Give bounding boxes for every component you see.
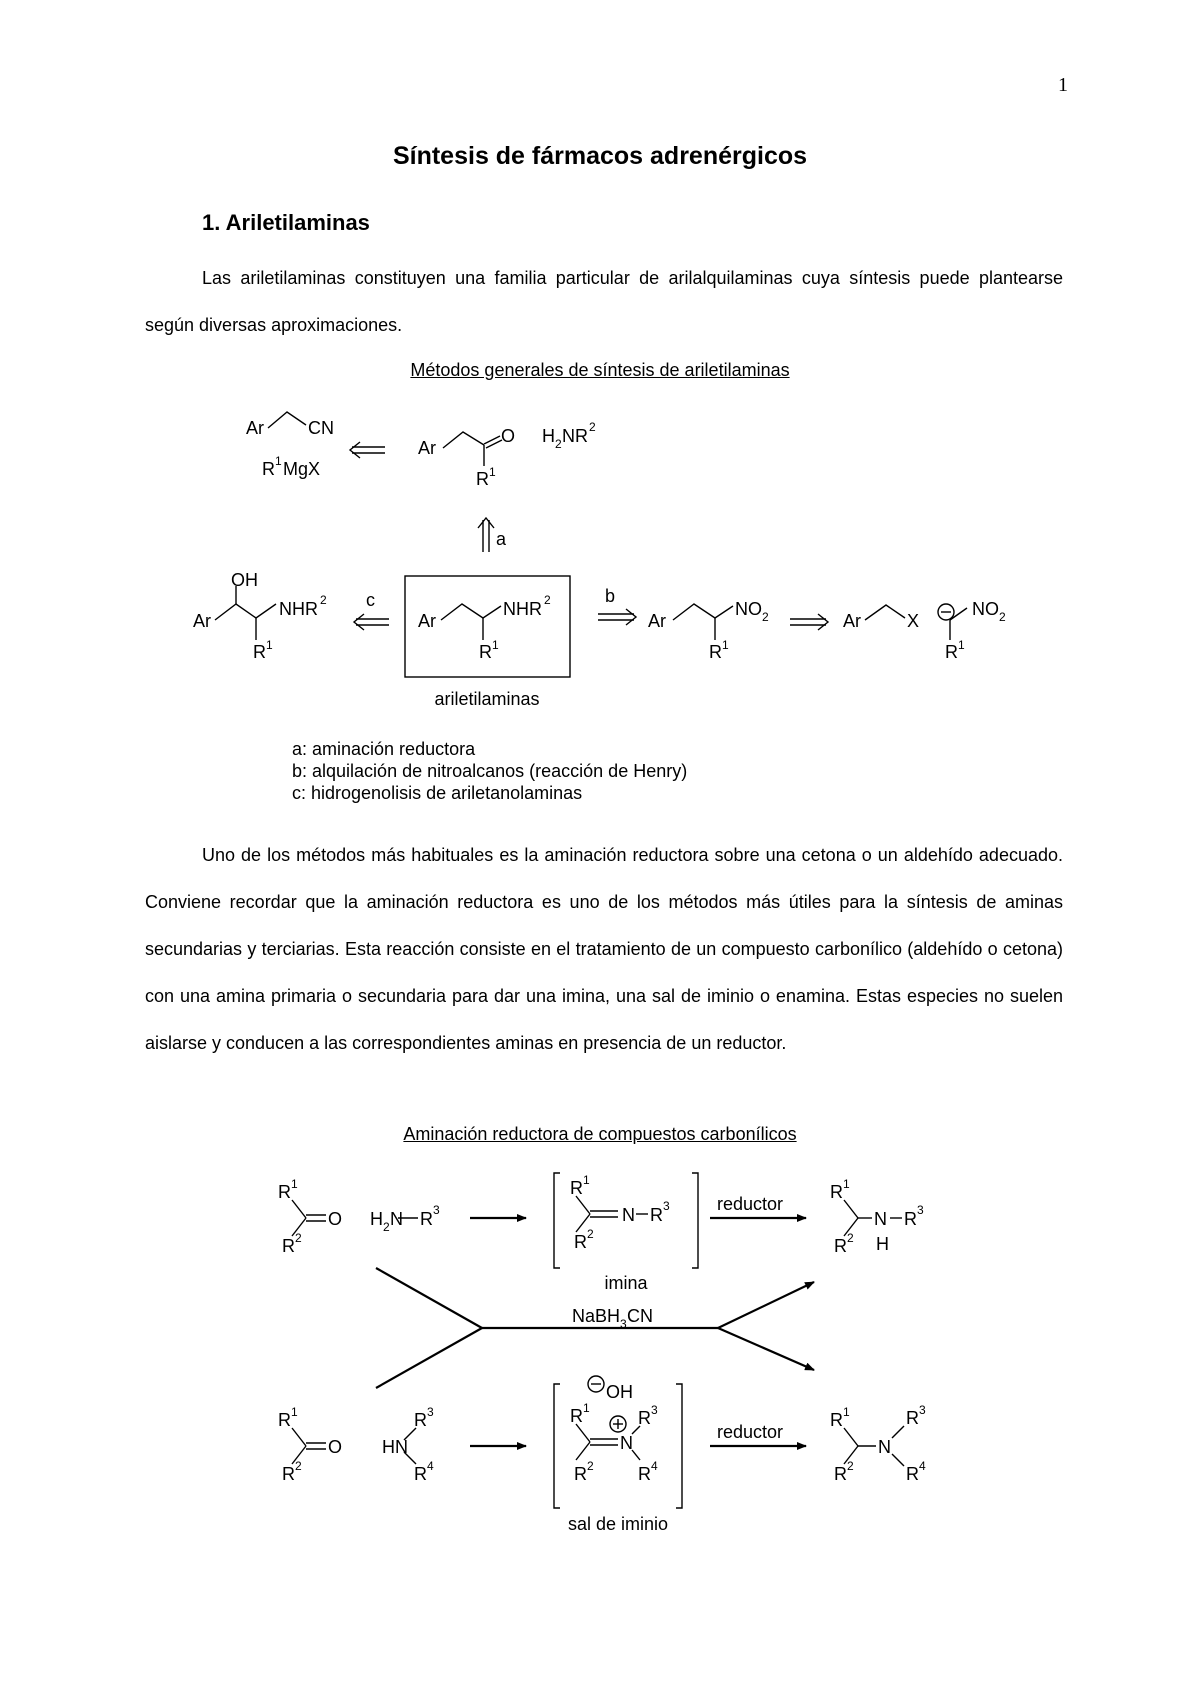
reductive-amination-scheme [0, 1160, 1200, 1540]
svg-text:R: R [420, 1209, 433, 1229]
svg-text:O: O [328, 1437, 343, 1457]
svg-text:1: 1 [583, 1173, 590, 1187]
svg-text:Ar: Ar [418, 438, 436, 458]
svg-text:H: H [370, 1209, 383, 1229]
svg-text:NO: NO [972, 599, 999, 619]
svg-text:3: 3 [620, 1317, 627, 1331]
svg-text:CN: CN [627, 1306, 653, 1326]
svg-text:2: 2 [544, 593, 551, 607]
route-b-letter: b [605, 586, 616, 606]
reductive-amination-paragraph-text: Uno de los métodos más habituales es la aminación reductora sobre una cetona o un aldehído adecuado. Conviene recordar que la aminación reductora es uno de los métodos más útiles para la síntesis de aminas secundarias y terciarias. Esta reacción consiste en el tratamiento de un compuesto carbonílico (aldehído o cetona) con una amina primaria o secundaria para dar una imina, una sal de iminio o enamina. Estas especies no suelen aislarse y conducen a las correspondientes aminas en presencia de un reductor. [145, 845, 1063, 1053]
route-c-letter: c [366, 590, 375, 610]
svg-text:R: R [278, 1410, 291, 1430]
svg-text:3: 3 [663, 1199, 670, 1213]
reducer-label-bottom: reductor [717, 1422, 784, 1442]
svg-text:1: 1 [583, 1401, 590, 1415]
svg-text:R: R [479, 642, 492, 662]
svg-text:R: R [574, 1232, 587, 1252]
svg-text:CN: CN [308, 418, 334, 438]
iminium-label: sal de iminio [567, 1514, 669, 1534]
section-heading: 1. Ariletilaminas [202, 210, 370, 235]
svg-text:2: 2 [847, 1459, 854, 1473]
svg-text:HN: HN [382, 1437, 408, 1457]
svg-text:1: 1 [266, 638, 273, 652]
svg-text:R: R [570, 1178, 583, 1198]
svg-text:MgX: MgX [283, 459, 321, 479]
svg-text:3: 3 [651, 1403, 658, 1417]
svg-text:NHR: NHR [279, 599, 318, 619]
svg-text:3: 3 [919, 1403, 926, 1417]
svg-text:4: 4 [919, 1459, 926, 1473]
svg-text:N: N [874, 1209, 887, 1229]
svg-text:NHR: NHR [503, 599, 542, 619]
svg-text:2: 2 [383, 1220, 390, 1234]
scheme2-caption: Aminación reductora de compuestos carbonílicos [403, 1124, 797, 1144]
svg-text:OH: OH [606, 1382, 633, 1402]
svg-text:3: 3 [433, 1203, 440, 1217]
svg-text:Ar: Ar [843, 611, 861, 631]
legend-item-c: c: hidrogenolisis de ariletanolaminas [292, 783, 583, 803]
svg-text:R: R [650, 1205, 663, 1225]
svg-text:R: R [906, 1464, 919, 1484]
boxed-compound-label: ariletilaminas [434, 689, 540, 709]
svg-text:Ar: Ar [193, 611, 211, 631]
svg-text:2: 2 [587, 1227, 594, 1241]
route-a-letter: a [496, 529, 507, 549]
svg-text:R: R [574, 1464, 587, 1484]
svg-text:Ar: Ar [418, 611, 436, 631]
svg-text:R: R [904, 1209, 917, 1229]
svg-text:2: 2 [555, 437, 562, 451]
intro-paragraph [145, 255, 1063, 349]
svg-text:R: R [709, 642, 722, 662]
svg-text:1: 1 [291, 1405, 298, 1419]
svg-text:R: R [476, 469, 489, 489]
svg-text:R: R [570, 1406, 583, 1426]
imine-label: imina [604, 1273, 648, 1293]
svg-text:R: R [638, 1408, 651, 1428]
legend-item-b: b: alquilación de nitroalcanos (reacción de Henry) [292, 761, 688, 781]
svg-text:H: H [542, 426, 555, 446]
page-title: Síntesis de fármacos adrenérgicos [392, 142, 808, 170]
svg-text:O: O [501, 426, 516, 446]
svg-text:N: N [622, 1205, 635, 1225]
svg-text:R: R [830, 1182, 843, 1202]
reductive-amination-paragraph [145, 832, 1063, 1067]
svg-text:N: N [620, 1433, 633, 1453]
svg-text:R: R [278, 1182, 291, 1202]
svg-text:O: O [328, 1209, 343, 1229]
svg-text:2: 2 [295, 1459, 302, 1473]
svg-text:R: R [414, 1410, 427, 1430]
svg-text:3: 3 [427, 1405, 434, 1419]
intro-paragraph-text: Las ariletilaminas constituyen una familia particular de arilalquilaminas cuya síntesis puede plantearse según diversas aproximaciones. [145, 268, 1063, 335]
svg-text:NR: NR [562, 426, 588, 446]
svg-text:N: N [878, 1437, 891, 1457]
legend-item-a: a: aminación reductora [292, 739, 476, 759]
route-legend [292, 738, 687, 804]
svg-text:1: 1 [489, 465, 496, 479]
svg-text:NO: NO [735, 599, 762, 619]
svg-text:4: 4 [651, 1459, 658, 1473]
svg-text:3: 3 [917, 1203, 924, 1217]
svg-text:2: 2 [762, 610, 769, 624]
svg-text:N: N [390, 1209, 403, 1229]
svg-text:1: 1 [492, 638, 499, 652]
svg-text:R: R [906, 1408, 919, 1428]
svg-text:Ar: Ar [648, 611, 666, 631]
svg-text:H: H [876, 1234, 889, 1254]
svg-text:1: 1 [843, 1177, 850, 1191]
svg-text:1: 1 [843, 1405, 850, 1419]
reducer-label-top: reductor [717, 1194, 784, 1214]
svg-text:2: 2 [999, 610, 1006, 624]
svg-text:1: 1 [958, 638, 965, 652]
svg-text:R: R [830, 1410, 843, 1430]
page-number: 1 [1058, 74, 1068, 96]
svg-text:R: R [262, 459, 275, 479]
svg-text:2: 2 [847, 1231, 854, 1245]
svg-text:2: 2 [295, 1231, 302, 1245]
svg-text:1: 1 [722, 638, 729, 652]
svg-text:1: 1 [275, 454, 282, 468]
svg-text:R: R [834, 1464, 847, 1484]
svg-text:1: 1 [291, 1177, 298, 1191]
svg-text:2: 2 [589, 420, 596, 434]
svg-text:X: X [907, 611, 920, 631]
svg-text:R: R [945, 642, 958, 662]
svg-text:2: 2 [320, 593, 327, 607]
svg-text:2: 2 [587, 1459, 594, 1473]
svg-text:R: R [253, 642, 266, 662]
retrosynthesis-scheme [0, 390, 1200, 720]
svg-text:R: R [638, 1464, 651, 1484]
svg-text:4: 4 [427, 1459, 434, 1473]
svg-text:R: R [282, 1236, 295, 1256]
svg-text:OH: OH [231, 570, 258, 590]
svg-text:R: R [282, 1464, 295, 1484]
svg-text:R: R [414, 1464, 427, 1484]
scheme1-caption: Métodos generales de síntesis de ariletilaminas [410, 360, 790, 380]
svg-text:Ar: Ar [246, 418, 264, 438]
svg-text:NaBH: NaBH [572, 1306, 621, 1326]
svg-text:R: R [834, 1236, 847, 1256]
